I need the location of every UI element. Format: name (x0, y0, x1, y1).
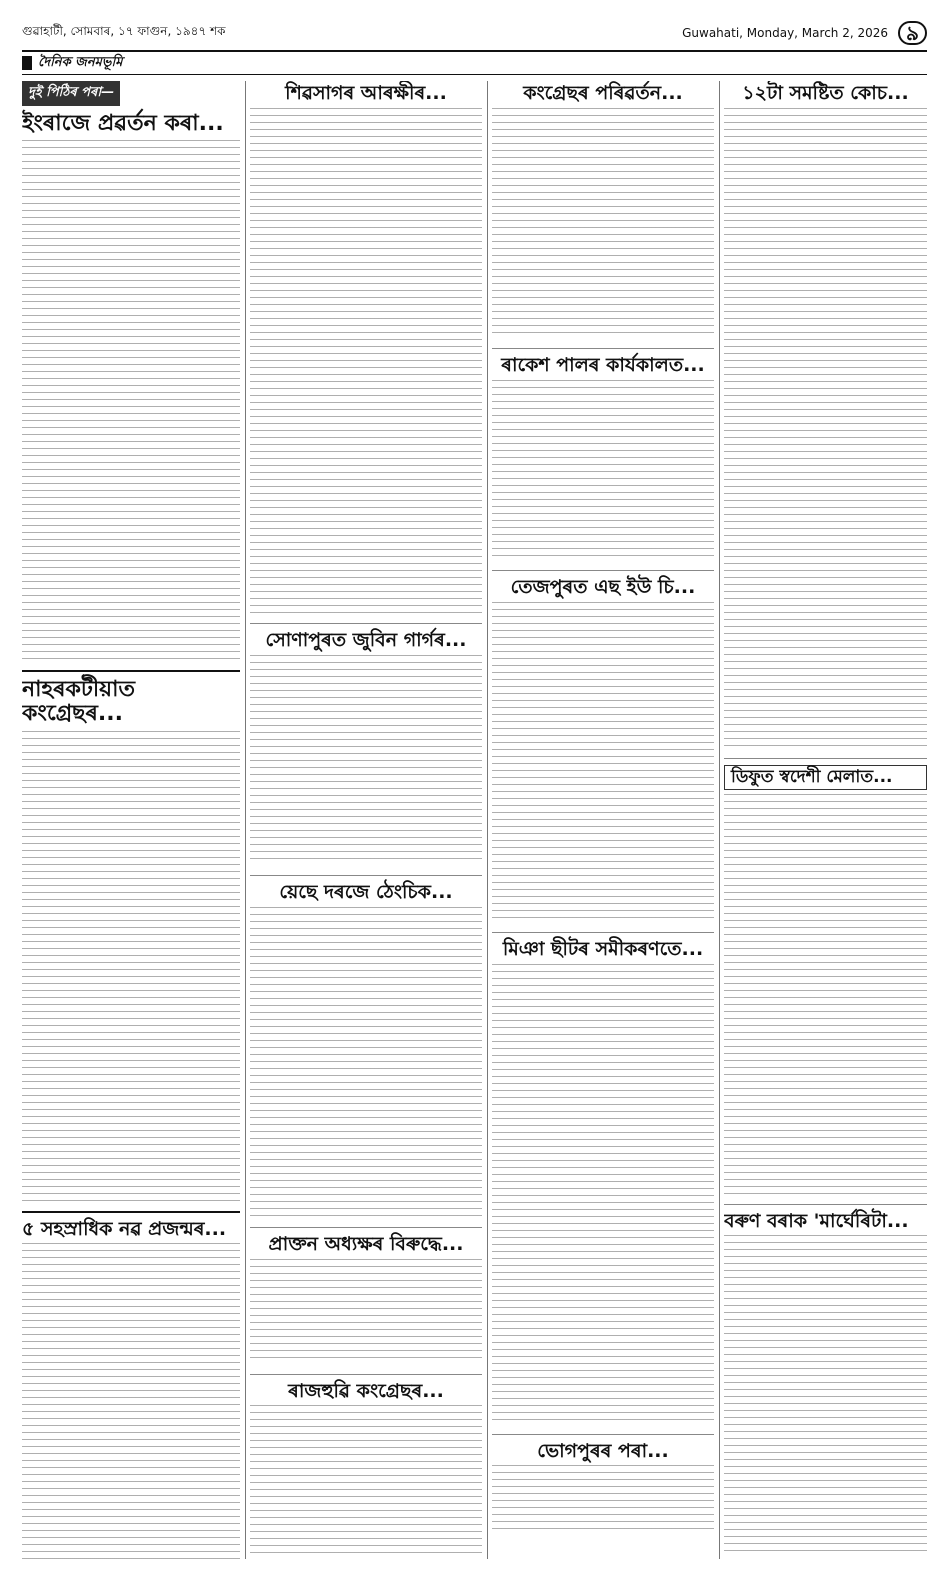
article-barun-bora (724, 1211, 927, 1556)
section-divider (22, 670, 240, 672)
page-number: ৯ (898, 21, 927, 45)
article-headline: প্ৰাক্তন অধ্যক্ষৰ বিৰুদ্ধে... (268, 1232, 464, 1255)
article-body (492, 1465, 714, 1535)
article-body (492, 380, 714, 560)
paper-mark-icon (22, 56, 32, 70)
section-divider (492, 1434, 714, 1435)
article-new-generation (22, 1219, 240, 1559)
article-headline: ডিফুত স্বদেশী মেলাত... (724, 765, 927, 790)
article-headline: মিঞা ছীটৰ সমীকৰণতে... (502, 937, 704, 960)
section-divider (724, 758, 927, 759)
article-body (250, 108, 482, 613)
section-divider (492, 348, 714, 349)
left-dateline: গুৱাহাটী, সোমবাৰ, ১৭ ফাগুন, ১৯৪৭ শক (22, 24, 226, 38)
paper-name: দৈনিক জনমভূমি (38, 54, 123, 70)
article-headline: ১২টা সমষ্টিত কোচ... (742, 82, 909, 104)
article-body (250, 1405, 482, 1559)
article-sonapur-zubeen (250, 630, 482, 865)
article-12-constituencies (724, 83, 927, 748)
continued-kicker: দুই পিঠিৰ পৰা— (22, 81, 120, 106)
article-body (250, 907, 482, 1217)
article-body (22, 140, 240, 660)
article-headline: বৰুণ বৰাক 'মাৰ্ঘেৰিটা... (724, 1209, 909, 1232)
article-body (724, 1235, 927, 1555)
article-headline: ৫ সহস্ৰাধিক নৱ প্ৰজন্মৰ... (22, 1217, 227, 1240)
article-naharkatia (22, 678, 240, 1200)
article-headline: শিৱসাগৰ আৰক্ষীৰ... (285, 82, 447, 104)
article-headline: সোণাপুৰত জুবিন গাৰ্গৰ... (265, 628, 467, 651)
article-headline: কংগ্ৰেছৰ পৰিৱৰ্তন... (523, 82, 683, 104)
article-body (250, 1259, 482, 1364)
article-body (22, 731, 240, 1201)
article-sivasagar-police (250, 83, 482, 613)
column-rule (487, 81, 488, 1559)
article-headline: ৰাজহুৱি কংগ্ৰেছৰ... (288, 1379, 444, 1402)
article-rakesh-pal (492, 355, 714, 560)
section-divider (492, 932, 714, 933)
article-headline: ৰাকেশ পালৰ কাৰ্যকালত... (501, 353, 705, 376)
article-door-knock (250, 882, 482, 1217)
column-4 (724, 81, 927, 1559)
article-bhogpur (492, 1441, 714, 1536)
column-rule (245, 81, 246, 1559)
article-miya-seat (492, 939, 714, 1424)
column-rule (719, 81, 720, 1559)
column-3 (492, 81, 714, 1559)
article-body (724, 794, 927, 1194)
header-right (682, 21, 927, 45)
article-body (22, 1243, 240, 1559)
page-header (22, 22, 927, 44)
article-former-principal (250, 1234, 482, 1364)
paper-name-bar (22, 50, 927, 75)
section-divider (250, 875, 482, 876)
article-headline: ভোগপুৰৰ পৰা... (537, 1439, 669, 1462)
section-divider (250, 1374, 482, 1375)
section-divider (22, 1211, 240, 1213)
section-divider (724, 1204, 927, 1205)
article-rajahuwari-congress (250, 1381, 482, 1559)
article-tezpur-asu (492, 577, 714, 922)
article-congress-change (492, 83, 714, 338)
article-body (492, 964, 714, 1424)
article-headline: ইংৰাজে প্ৰৱৰ্তন কৰা... (22, 111, 224, 136)
article-body (492, 108, 714, 338)
article-headline: নাহৰকটীয়াত কংগ্ৰেছৰ... (22, 677, 135, 727)
column-1 (22, 81, 240, 1559)
article-headline: য়েছে দৰজে ঠেংচিক... (279, 880, 453, 903)
article-body (492, 602, 714, 922)
article-columns (22, 81, 927, 1559)
article-body (250, 655, 482, 865)
column-2 (250, 81, 482, 1559)
article-diphu-swadeshi (724, 765, 927, 1194)
section-divider (250, 1227, 482, 1228)
section-divider (250, 623, 482, 624)
article-english-intro (22, 81, 240, 660)
article-body (724, 108, 927, 748)
article-headline: তেজপুৰত এছ ইউ চি... (510, 575, 696, 598)
section-divider (492, 570, 714, 571)
right-dateline: Guwahati, Monday, March 2, 2026 (682, 26, 889, 40)
